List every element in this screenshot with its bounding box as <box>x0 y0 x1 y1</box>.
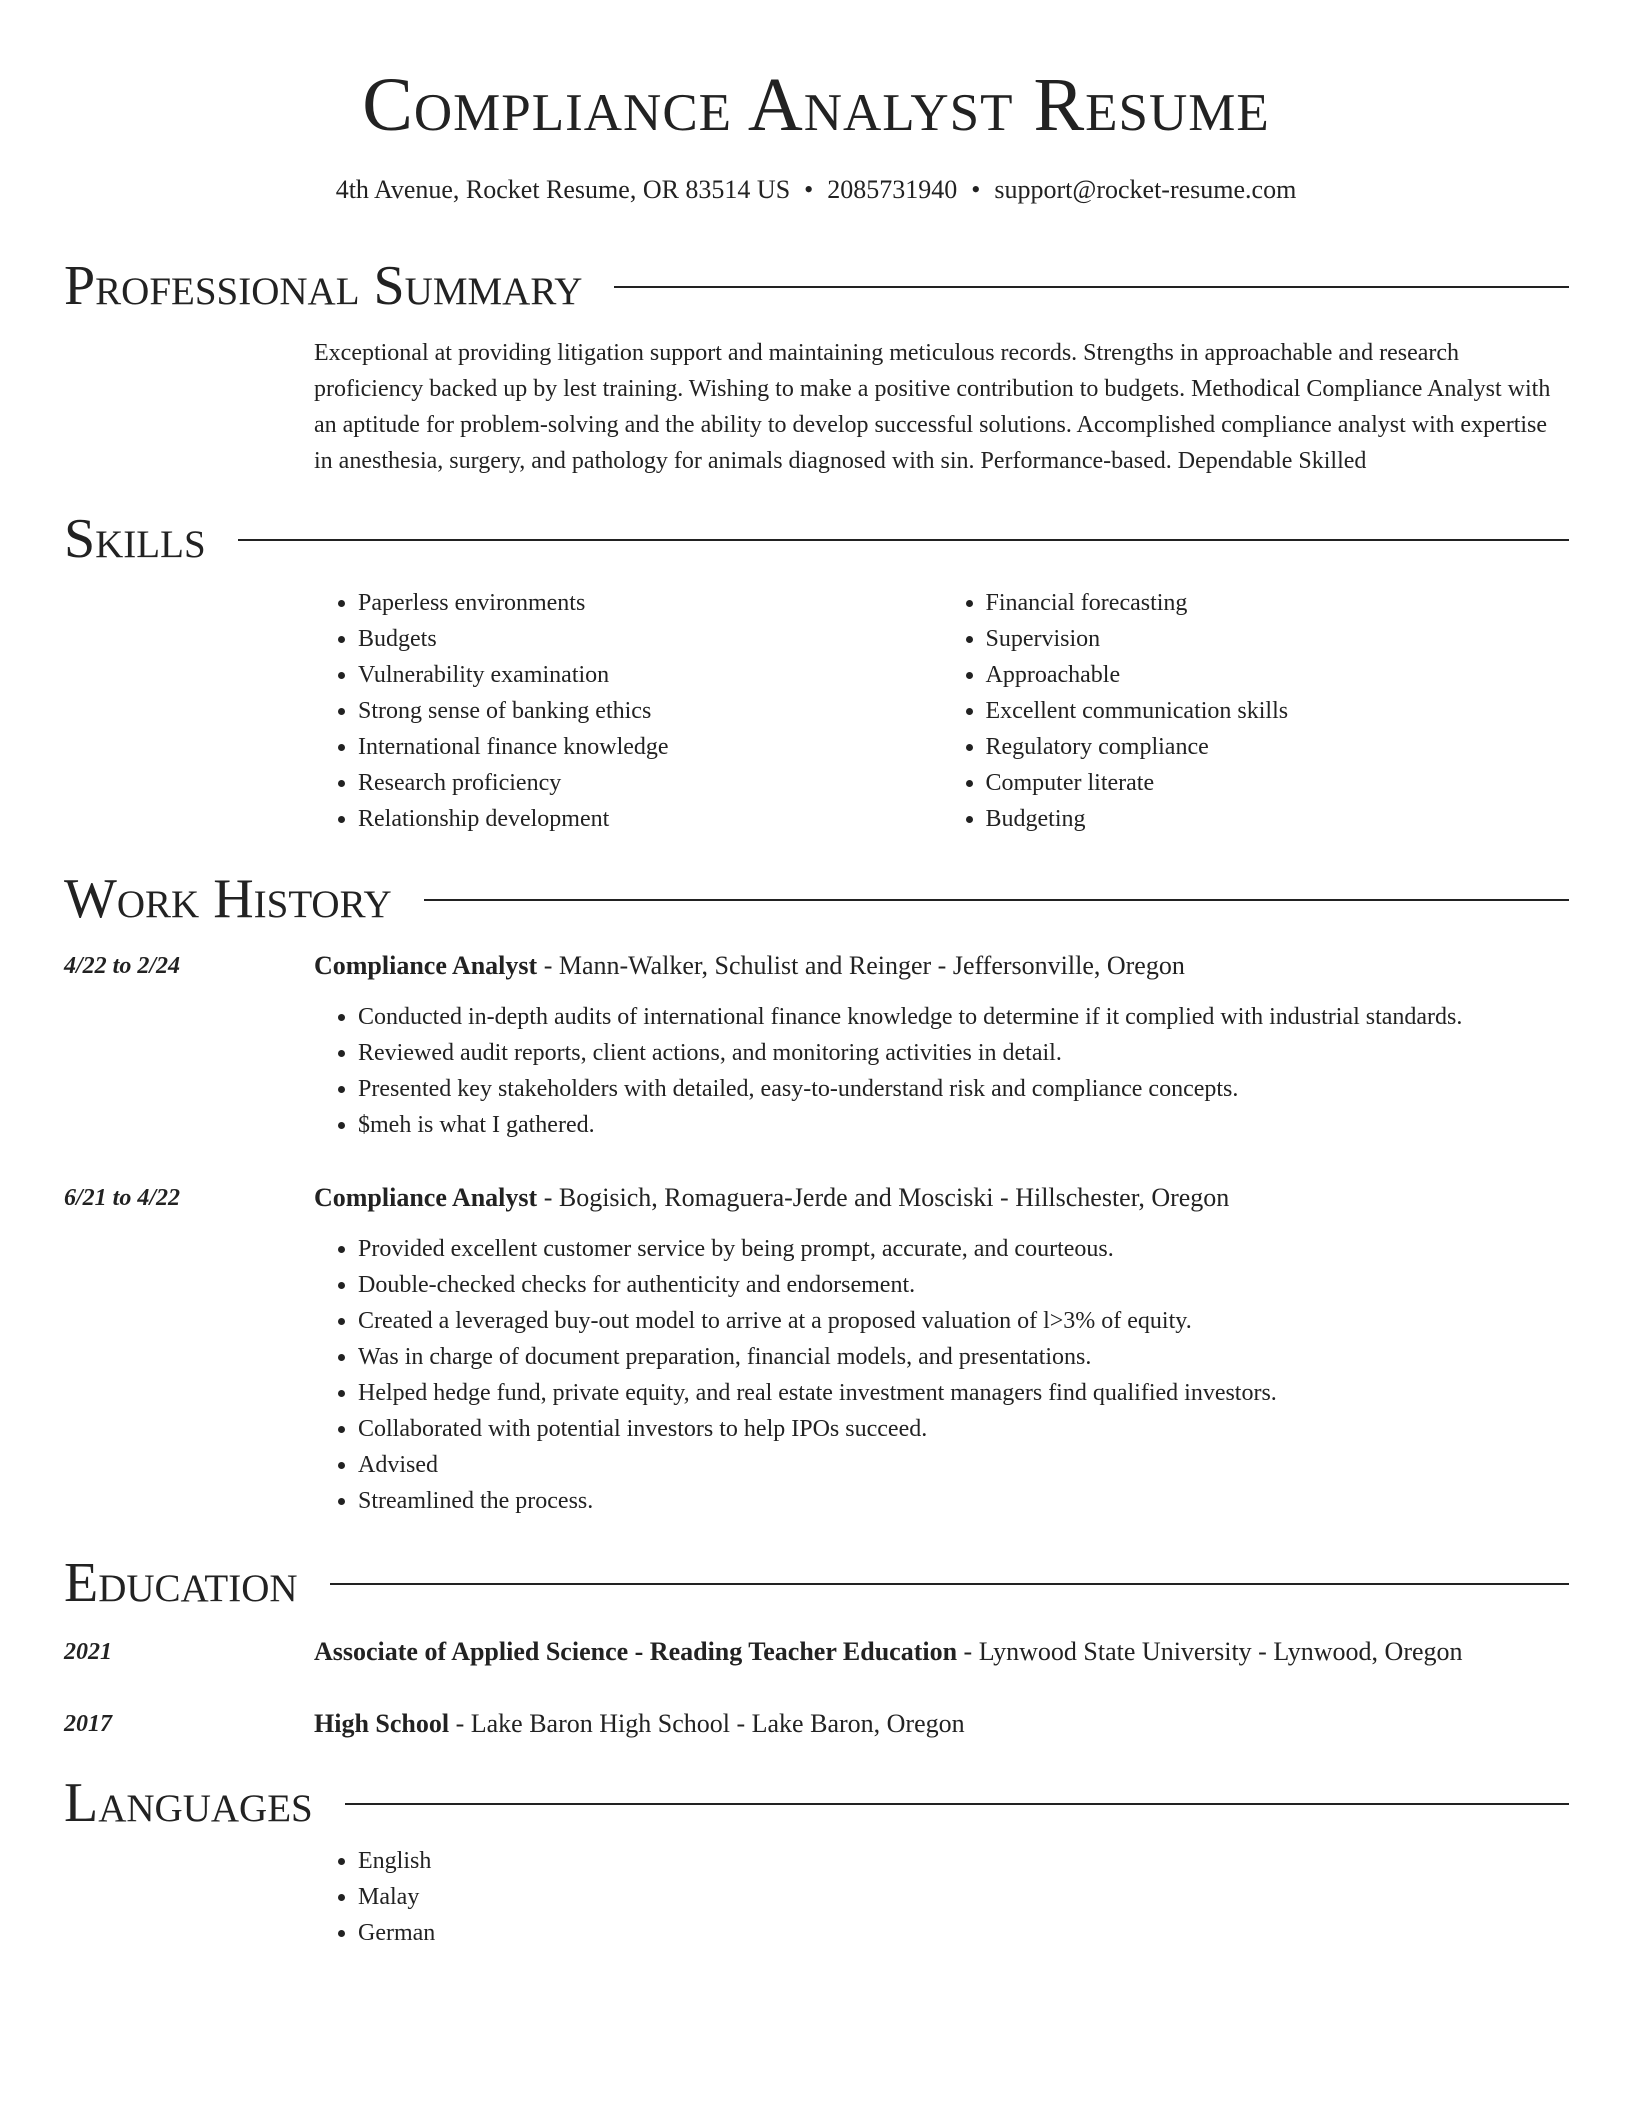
resume-title: Compliance Analyst Resume <box>362 63 1270 147</box>
language-item: • Malay <box>358 1879 1569 1915</box>
job-dates: 6/21 to 4/22 <box>64 1185 181 1211</box>
skill-item: • Relationship development <box>358 801 942 837</box>
job-bullet: • Created a leveraged buy-out model to arrive at a proposed valuation of l>3% of equity. <box>358 1303 1569 1339</box>
job-bullet: • Was in charge of document preparation, financial models, and presentations. <box>358 1339 1569 1375</box>
skill-item: • Paperless environments <box>358 585 942 621</box>
skill-item: • Budgeting <box>986 801 1570 837</box>
education-heading: Education <box>64 1552 298 1614</box>
contact-line <box>0 173 1632 207</box>
job-bullet: • Helped hedge fund, private equity, and real estate investment managers find qualified investors. <box>358 1375 1569 1411</box>
section-divider <box>330 1583 1569 1585</box>
job-bullet: • Conducted in-depth audits of international finance knowledge to determine if it complied with industrial standards. <box>358 999 1569 1035</box>
skill-item: • Vulnerability examination <box>358 657 942 693</box>
summary-text: Exceptional at providing litigation support and maintaining meticulous records. Strengths in approachable and research proficiency backed up by lest training. Wishing to make a positive contribution to budgets. Methodical Compliance Analyst with an aptitude for problem-solving and the ability to develop successful solutions. Accomplished compliance analyst with expertise in anesthesia, surgery, and pathology for animals diagnosed with sin. Performance-based. Dependable Skilled <box>314 340 1551 474</box>
section-divider <box>424 899 1569 901</box>
skill-item: • Research proficiency <box>358 765 942 801</box>
contact-address: 4th Avenue, Rocket Resume, OR 83514 US <box>335 175 791 204</box>
section-divider <box>345 1803 1569 1805</box>
job-header <box>314 948 1569 984</box>
work-heading: Work History <box>64 868 392 930</box>
section-divider <box>238 539 1569 541</box>
languages-heading: Languages <box>64 1772 313 1834</box>
language-item: • German <box>358 1915 1569 1951</box>
job-bullets <box>314 999 1569 1143</box>
job-bullet: • Presented key stakeholders with detailed, easy-to-understand risk and compliance concepts. <box>358 1071 1569 1107</box>
language-item: • English <box>358 1843 1569 1879</box>
education-entry <box>314 1634 1569 1670</box>
job-bullet: • Double-checked checks for authenticity and endorsement. <box>358 1267 1569 1303</box>
skills-heading: Skills <box>64 508 206 570</box>
job-header <box>314 1180 1569 1216</box>
summary-heading-row <box>64 253 1569 319</box>
contact-phone: 2085731940 <box>827 175 958 204</box>
skill-item: • International finance knowledge <box>358 729 942 765</box>
contact-email: support@rocket-resume.com <box>994 175 1297 204</box>
job-bullet: • Streamlined the process. <box>358 1483 1569 1519</box>
job-bullet: • Provided excellent customer service by being prompt, accurate, and courteous. <box>358 1231 1569 1267</box>
job-bullet: • Advised <box>358 1447 1569 1483</box>
skill-item: • Excellent communication skills <box>986 693 1570 729</box>
job-details: - Bogisich, Romaguera-Jerde and Mosciski - Hillschester, Oregon <box>537 1183 1230 1212</box>
education-heading-row <box>64 1550 1569 1616</box>
job-details: - Mann-Walker, Schulist and Reinger - Jeffersonville, Oregon <box>537 951 1185 980</box>
contact-separator: • <box>971 175 981 204</box>
job-bullet: • $meh is what I gathered. <box>358 1107 1569 1143</box>
education-details: - Lynwood State University - Lynwood, Oregon <box>957 1637 1463 1666</box>
job-bullets <box>314 1231 1569 1519</box>
languages-heading-row <box>64 1770 1569 1836</box>
skills-list-left <box>314 585 942 837</box>
skill-item: • Regulatory compliance <box>986 729 1570 765</box>
education-details: - Lake Baron High School - Lake Baron, Oregon <box>449 1709 965 1738</box>
job-bullet: • Reviewed audit reports, client actions, and monitoring activities in detail. <box>358 1035 1569 1071</box>
job-dates: 4/22 to 2/24 <box>64 953 181 979</box>
skills-list-right <box>942 585 1570 837</box>
contact-separator: • <box>804 175 814 204</box>
job-title: Compliance Analyst <box>314 1183 538 1212</box>
education-degree: Associate of Applied Science - Reading Teacher Education <box>314 1637 958 1666</box>
skills-heading-row <box>64 506 1569 572</box>
work-heading-row <box>64 866 1569 932</box>
job-title: Compliance Analyst <box>314 951 538 980</box>
skills-columns <box>314 585 1569 837</box>
skill-item: • Supervision <box>986 621 1570 657</box>
section-divider <box>614 286 1569 288</box>
summary-heading: Professional Summary <box>64 255 583 317</box>
education-year: 2017 <box>64 1711 112 1737</box>
skill-item: • Budgets <box>358 621 942 657</box>
job-bullet: • Collaborated with potential investors to help IPOs succeed. <box>358 1411 1569 1447</box>
education-year: 2021 <box>64 1639 112 1665</box>
skill-item: • Computer literate <box>986 765 1570 801</box>
languages-list <box>314 1843 1569 1951</box>
education-degree: High School <box>314 1709 450 1738</box>
skill-item: • Approachable <box>986 657 1570 693</box>
education-entry <box>314 1706 1569 1742</box>
skill-item: • Strong sense of banking ethics <box>358 693 942 729</box>
skill-item: • Financial forecasting <box>986 585 1570 621</box>
